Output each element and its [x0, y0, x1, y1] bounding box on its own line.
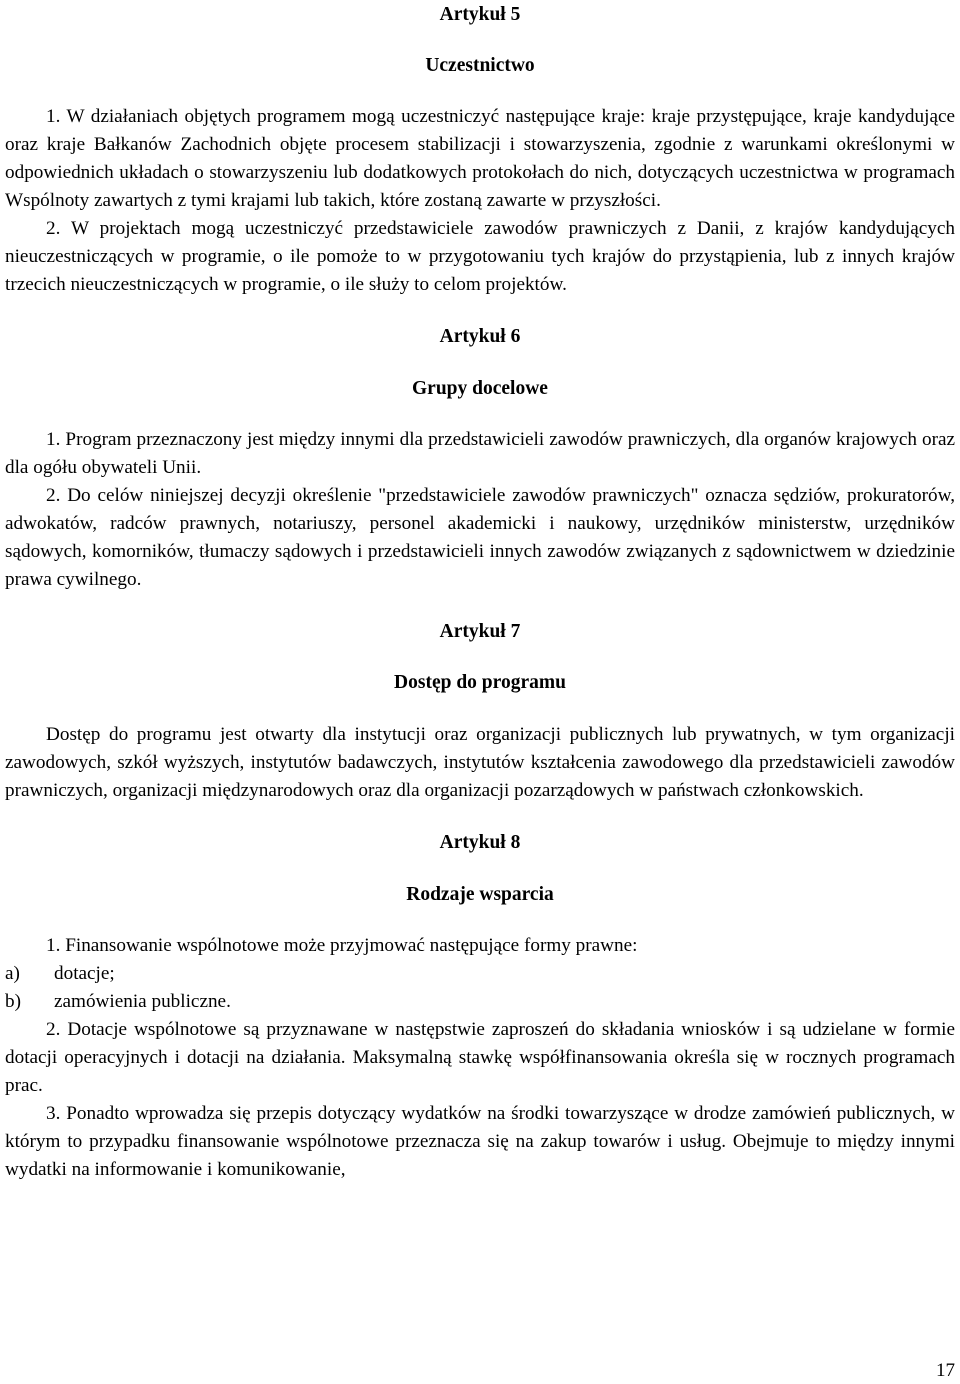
- article-7-subtitle: Dostęp do programu: [394, 672, 566, 693]
- list-marker: a): [5, 963, 20, 984]
- article-8-paragraph-1: 1. Finansowanie wspólnotowe może przyjmować następujące formy prawne:: [46, 935, 638, 956]
- list-item: [5, 988, 955, 1016]
- page-number: 17: [936, 1360, 955, 1381]
- article-8-paragraph-2: 2. Dotacje wspólnotowe są przyznawane w następstwie zaproszeń do składania wniosków i są udzielane w formie dotacji operacyjnych i dotacji na działania. Maksymalną stawkę współfinansowania określa się w rocznych programach prac.: [5, 1019, 955, 1096]
- article-6-paragraph-2: 2. Do celów niniejszej decyzji określenie "przedstawiciele zawodów prawniczych" oznacza sędziów, prokuratorów, adwokatów, radców prawnych, notariuszy, personel akademicki i naukowy, urzędników ministerstw, urzędników sądowych, komorników, tłumaczy sądowych i przedstawicieli innych zawodów związanych z sądownictwem w dziedzinie prawa cywilnego.: [5, 485, 955, 590]
- article-7-title: Artykuł 7: [439, 621, 521, 642]
- article-5-paragraph-1: 1. W działaniach objętych programem mogą uczestniczyć następujące kraje: kraje przystępujące, kraje kandydujące oraz kraje Bałkanów Zachodnich objęte procesem stabilizacji i stowarzyszenia, zgodnie z warunkami określonymi w odpowiednich układach o stowarzyszeniu lub dodatkowych protokołach do nich, dotyczących uczestnictwa w programach Wspólnoty zawartych z tymi krajami lub takich, które zostaną zawarte w przyszłości.: [5, 106, 955, 211]
- article-6-paragraph-1: 1. Program przeznaczony jest między innymi dla przedstawicieli zawodów prawniczych, dla organów krajowych oraz dla ogółu obywateli Unii.: [5, 429, 955, 478]
- article-8-paragraph-3: 3. Ponadto wprowadza się przepis dotyczący wydatków na środki towarzyszące w drodze zamówień publicznych, w którym to przypadku finansowanie wspólnotowe przeznacza się na zakup towarów i usług. Obejmuje to między innymi wydatki na informowanie i komunikowanie,: [5, 1103, 955, 1180]
- article-6-title: Artykuł 6: [439, 326, 521, 347]
- article-7-paragraph-1: Dostęp do programu jest otwarty dla instytucji oraz organizacji publicznych lub prywatnych, w tym organizacji zawodowych, szkół wyższych, instytutów badawczych, instytutów kształcenia zawodowego dla przedstawicieli zawodów prawniczych, organizacji międzynarodowych oraz dla organizacji pozarządowych w państwach członkowskich.: [5, 724, 955, 801]
- article-8-title: Artykuł 8: [439, 832, 521, 853]
- article-5-title: Artykuł 5: [439, 4, 521, 25]
- list-item-text: dotacje;: [54, 963, 115, 984]
- document-page: [5, 0, 955, 1184]
- list-item-text: zamówienia publiczne.: [54, 991, 231, 1012]
- list-item: [5, 960, 955, 988]
- list-marker: b): [5, 991, 21, 1012]
- article-6-subtitle: Grupy docelowe: [412, 378, 548, 399]
- article-5-subtitle: Uczestnictwo: [425, 55, 535, 76]
- article-8-subtitle: Rodzaje wsparcia: [406, 884, 554, 905]
- article-5-paragraph-2: 2. W projektach mogą uczestniczyć przedstawiciele zawodów prawniczych z Danii, z krajów kandydujących nieuczestniczących w programie, o ile pomoże to w przygotowaniu tych krajów do przystąpienia, lub z innych krajów trzecich nieuczestniczących w programie, o ile służy to celom projektów.: [5, 218, 955, 295]
